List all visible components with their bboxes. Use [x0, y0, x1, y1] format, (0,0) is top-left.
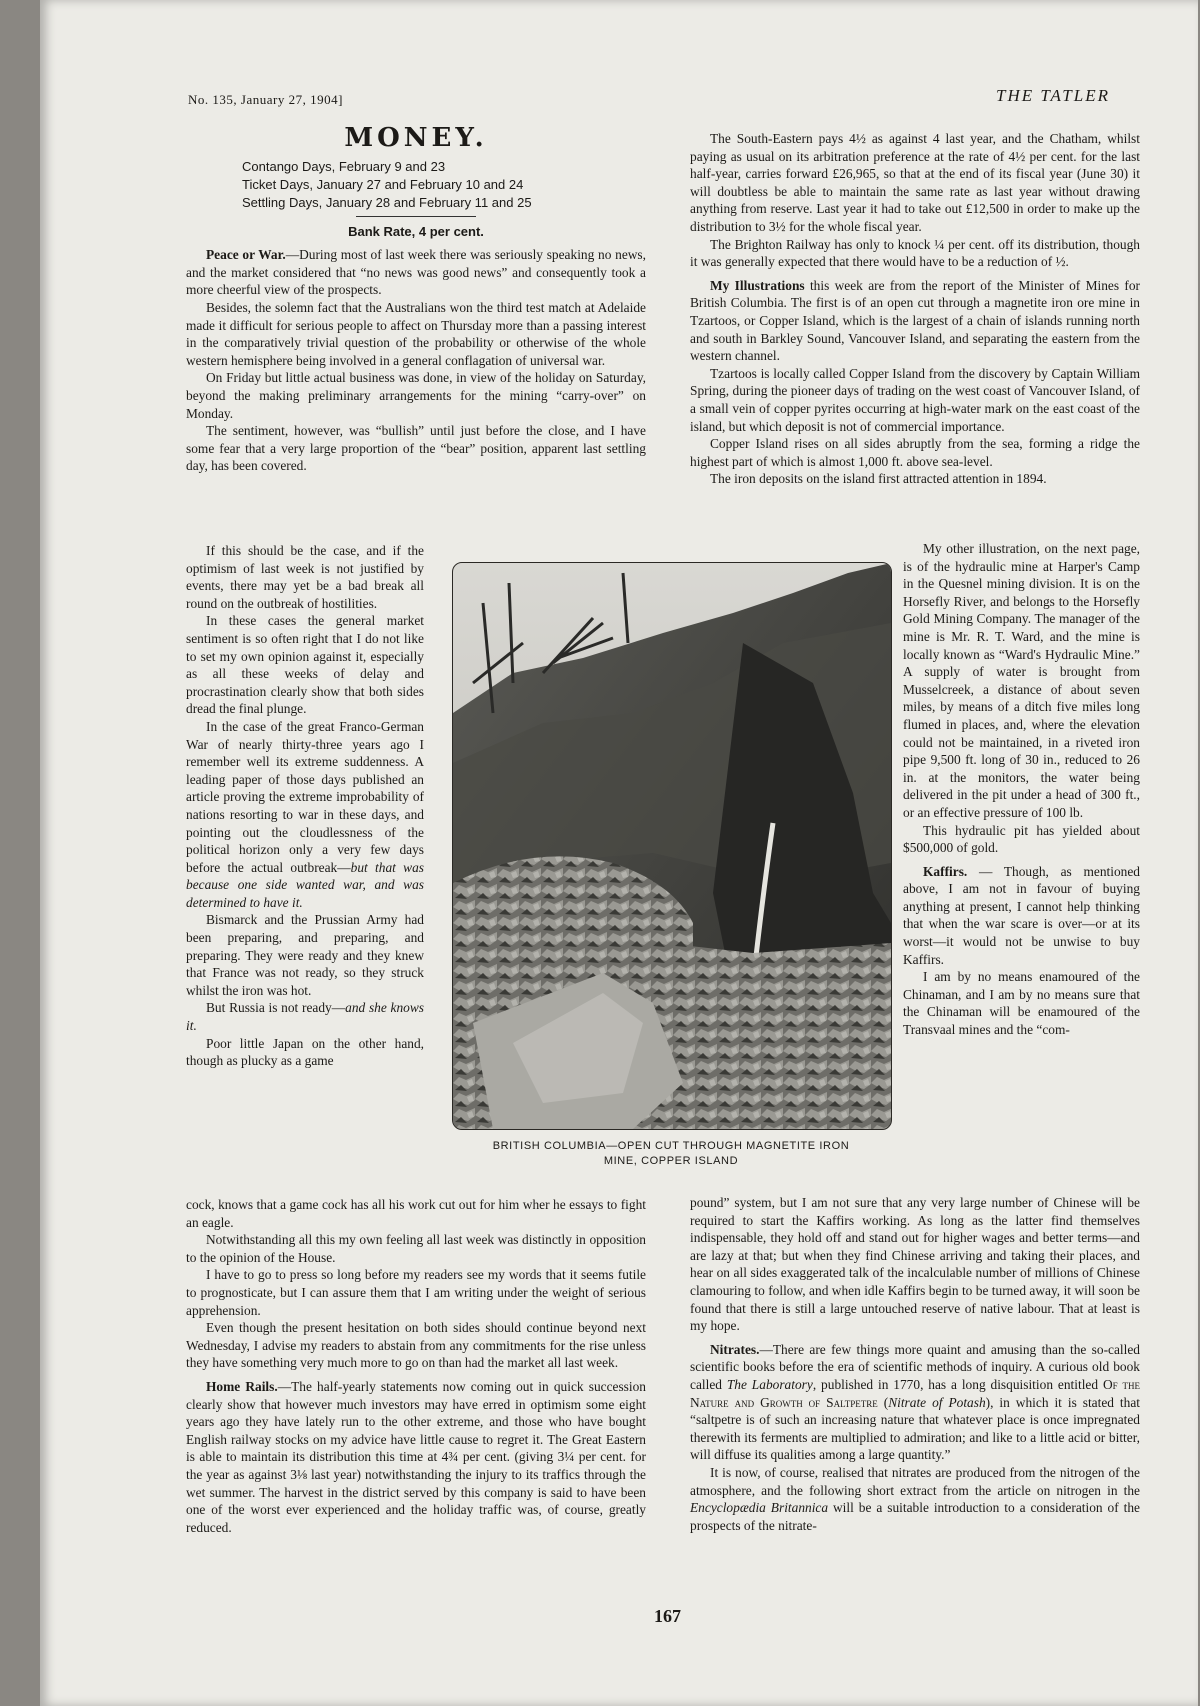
section-lead: Home Rails. — [206, 1378, 278, 1394]
paragraph: Bismarck and the Prussian Army had been preparing, and preparing, and preparing. They were ready and they knew that France was not ready, so they struck whilst the iron was hot. — [186, 912, 424, 998]
paragraph: Kaffirs. — Though, as mentioned above, I am not in favour of buying anything at present, I cannot help thinking that when the war scare is over—or at its worst—it would not be unwise to buy Kaffirs. — [903, 863, 1140, 967]
left-column-narrow — [186, 542, 424, 1070]
contango-days: Contango Days, February 9 and 23 — [242, 158, 446, 174]
paragraph: Notwithstanding all this my own feeling all last week was distinctly in opposition to the opinion of the House. — [186, 1232, 646, 1265]
paragraph: Even though the present hesitation on both sides should continue beyond next Wednesday, I advise my readers to abstain from any commitments for the rise unless they have something very much more to go on than had the market all last week. — [186, 1320, 646, 1371]
divider-rule — [356, 216, 476, 217]
paragraph: But Russia is not ready—and she knows it. — [186, 1000, 425, 1034]
issue-header: No. 135, January 27, 1904] — [188, 92, 343, 107]
paragraph: Home Rails.—The half-yearly statements now coming out in quick succession clearly show that however much investors may have erred in optimism some eight years ago they have lately run to the other extreme, and those who have bought English railway stocks on my advice have little cause to regret it. The Great Eastern is able to maintain its distribution this time at 4¾ per cent. (giving 3¼ per cent. for the year as against 3⅛ last year) notwithstanding the injury to its traffics through the wet summer. The harvest in the district served by this company is said to have been one of the worst ever experienced and the holiday traffic was, of course, greatly reduced. — [186, 1378, 647, 1535]
right-column-top — [690, 130, 1140, 488]
section-lead: My Illustrations — [710, 277, 805, 293]
paragraph: My other illustration, on the next page, is of the hydraulic mine at Harper's Camp in the Quesnel mining division. It is on the Horsefly River, and belongs to the Horsefly Gold Mining Company. The manager of the mine is Mr. R. T. Ward, and the mine is locally known as “Ward's Hydraulic Mine.” A supply of water is brought from Musselcreek, a distance of about seven miles, by means of a ditch five miles long flumed in places, and, where the elevation could not be maintained, in a riveted iron pipe 9,500 ft. long of 30 in., reduced to 26 in. at the monitors, the water being delivered in the pit under a head of 300 ft., or an effective pressure of 100 lb. — [903, 541, 1140, 820]
paragraph: It is now, of course, realised that nitrates are produced from the nitrogen of the atmosphere, and the following short extract from the article on nitrogen in the Encyclopædia Britannica will be a suitable introduction to a consideration of the prospects of the nitrate- — [690, 1464, 1140, 1533]
page-number: 167 — [654, 1606, 681, 1626]
ticket-days: Ticket Days, January 27 and February 10 and 24 — [242, 176, 524, 192]
dates-block — [186, 158, 646, 212]
paragraph: Besides, the solemn fact that the Australians won the third test match at Adelaide made it difficult for serious people to affect on Thursday more than a passing interest in the comparatively trivial question of the probability or otherwise of the whole western hemisphere being involved in a general conflagation of universal war. — [186, 299, 646, 368]
section-lead: Peace or War. — [206, 247, 286, 263]
right-column-narrow — [903, 540, 1140, 1039]
paragraph: The South-Eastern pays 4½ as against 4 last year, and the Chatham, whilst paying as usual on its arbitration preference at the rate of 4½ per cent. for the last half-year, carries forward £26,965, so that at the end of its fiscal year (June 30) it will doubtless be able to maintain the same rate as last year without drawing anything from reserve. Last year it had to take out £12,500 in order to make up the distribution to 3½ for the whole fiscal year. — [690, 131, 1140, 234]
paragraph: If this should be the case, and if the optimism of last week is not justified by events, there may yet be a bad break all round on the outbreak of hostilities. — [186, 543, 424, 611]
left-column-bottom — [186, 1196, 646, 1536]
caption-line: MINE, COPPER ISLAND — [603, 1155, 739, 1167]
paragraph: This hydraulic pit has yielded about $500,000 of gold. — [903, 822, 1140, 856]
paragraph: I have to go to press so long before my readers see my words that it seems futile to prognosticate, but I can assure them that I am writing under the weight of serious apprehension. — [186, 1267, 646, 1318]
article-title: MONEY. — [344, 123, 488, 153]
paragraph: Poor little Japan on the other hand, though as plucky as a game — [186, 1035, 424, 1069]
section-lead: Nitrates. — [710, 1341, 760, 1357]
photo-caption — [452, 1139, 890, 1169]
magazine-name: THE TATLER — [996, 86, 1110, 105]
paragraph: My Illustrations this week are from the report of the Minister of Mines for British Columbia. The first is of an open cut through a magnetite iron ore mine in Tzartoos, or Copper Island, which is the largest of a chain of islands running north and south in Barkley Sound, Vancouver Island, and separating the eastern from the western channel. — [690, 277, 1140, 364]
paragraph: cock, knows that a game cock has all his work cut out for him wher he essays to fight an eagle. — [186, 1197, 646, 1230]
paragraph: The sentiment, however, was “bullish” until just before the close, and I have some fear that a very large proportion of the “bear” position, apparent last settling day, has been covered. — [186, 423, 646, 474]
mine-photograph — [452, 562, 892, 1130]
caption-line: BRITISH COLUMBIA—OPEN CUT THROUGH MAGNETITE IRON — [492, 1140, 850, 1152]
paragraph: Nitrates.—There are few things more quaint and amusing than the so-called scientific books before the era of scientific methods of inquiry. A curious old book called The Laboratory, published in 1770, has a long disquisition entitled Of the Nature and Growth of Saltpetre (Nitrate of Potash), in which it is stated that “saltpetre is of such an increasing nature that whatever place is once impregnated therewith its ferments are multiplied to admiration; and like to a little acid or bitter, will diffuse its qualities among a large quantity.” — [690, 1341, 1140, 1463]
settling-days: Settling Days, January 28 and February 11 and 25 — [242, 194, 532, 210]
paragraph: Copper Island rises on all sides abruptly from the sea, forming a ridge the highest part of which is almost 1,000 ft. above sea-level. — [690, 436, 1140, 469]
paragraph: I am by no means enamoured of the Chinaman, and I am by no means sure that the Chinaman will be enamoured of the Transvaal mines and the “com- — [903, 969, 1140, 1038]
paragraph: On Friday but little actual business was done, in view of the holiday on Saturday, beyond the making preliminary arrangements for the mining “carry-over” on Monday. — [186, 370, 646, 421]
paragraph: The iron deposits on the island first attracted attention in 1894. — [710, 471, 1047, 487]
paragraph: pound” system, but I am not sure that any very large number of Chinese will be required to start the Kaffirs working. As long as the latter find themselves indispensable, they hold off and stand out for higher wages and better terms—and are lazy at that; but when they find Chinese arriving and taking their places, and hear on all sides exaggerated talk of the incalculable number of millions of Chinese clamouring to follow, and when idle Kaffirs begin to be turned away, it will soon be found that there is still a large untouched reserve of native labour. That at least is my hope. — [690, 1195, 1140, 1334]
bank-rate: Bank Rate, 4 per cent. — [348, 223, 484, 239]
photo-illustration — [453, 563, 891, 1129]
section-lead: Kaffirs. — [923, 863, 968, 879]
paragraph: In these cases the general market sentiment is so often right that I do not like to set my own opinion against it, especially as all these weeks of delay and procrastination clearly show that both sides dread the final plunge. — [186, 613, 424, 717]
paragraph: The Brighton Railway has only to knock ¼ per cent. off its distribution, though it was generally expected that there would have to be a reduction of ½. — [690, 236, 1140, 270]
paragraph: In the case of the great Franco-German War of nearly thirty-three years ago I remember well its extreme suddenness. A leading paper of those days published an article proving the extreme improbability of nations resorting to war in these days, and pointing out the cloudlessness of the political horizon only a very few days before the actual outbreak—but that was because one side wanted war, and was determined to have it. — [186, 718, 424, 910]
paragraph: Peace or War.—During most of last week there was seriously speaking no news, and the market considered that “no news was good news” and consequently took a more cheerful view of the prospects. — [186, 247, 646, 298]
paragraph: Tzartoos is locally called Copper Island from the discovery by Captain William Spring, during the pioneer days of trading on the west coast of Vancouver Island, of a small vein of copper pyrites occurring at high-water mark on the east coast of the island, but which deposit is not of commercial importance. — [690, 365, 1140, 434]
left-column-top — [186, 123, 646, 475]
right-column-bottom — [690, 1194, 1140, 1534]
